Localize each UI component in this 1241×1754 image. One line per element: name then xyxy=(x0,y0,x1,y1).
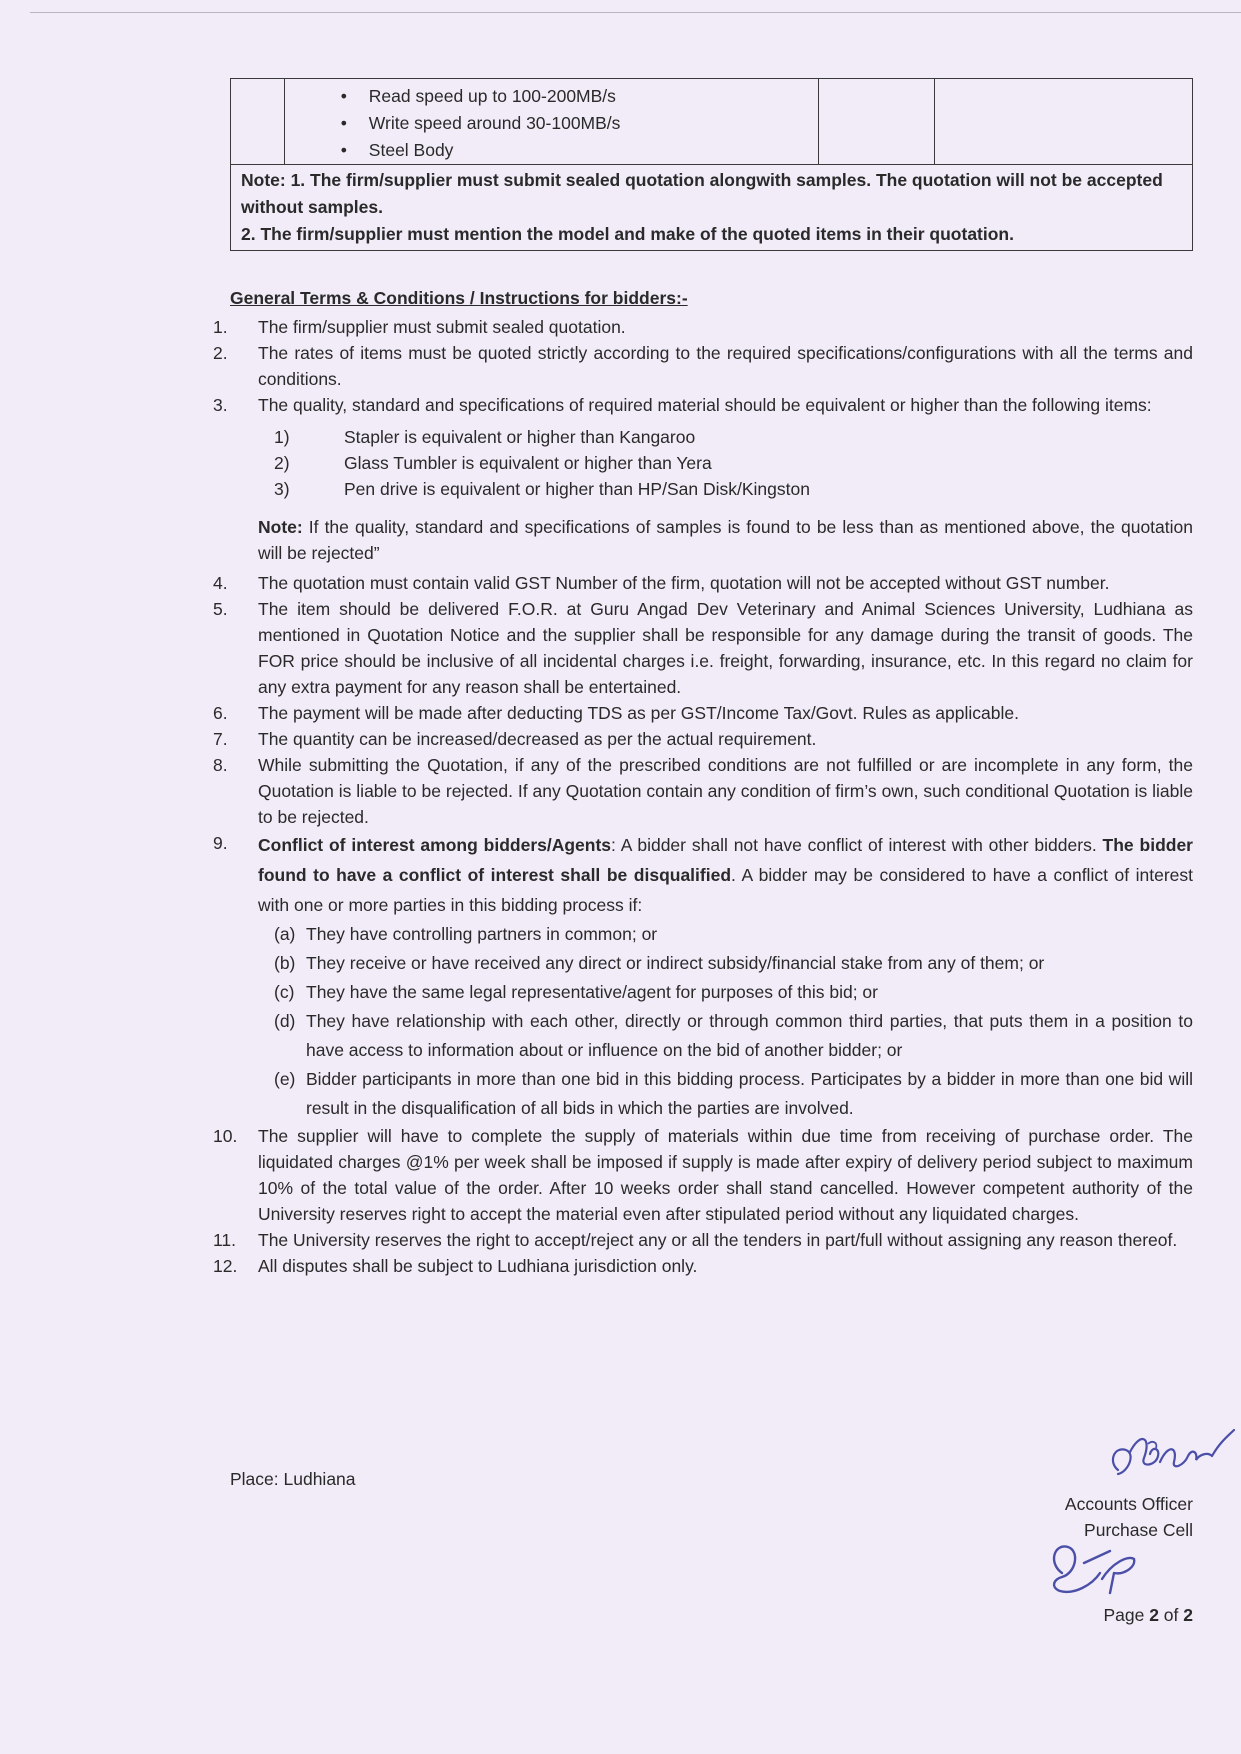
conflict-lead: Conflict of interest among bidders/Agents xyxy=(258,835,612,855)
specification-cell xyxy=(284,79,819,165)
term-text: The supplier will have to complete the supply of materials within due time from receiving of purchase order. The liquidated charges @1% per week shall be imposed if supply is made after expiry of delivery period subject to maximum 10% of the total value of the order. After 10 weeks order shall stand cancelled. However competent authority of the University reserves right to accept the material even after stipulated period without any liquidated charges. xyxy=(258,1126,1193,1224)
terms-heading-suffix: :- xyxy=(676,288,688,308)
terms-heading xyxy=(230,285,1193,311)
case-letter: (d) xyxy=(274,1011,296,1031)
page-total: 2 xyxy=(1183,1605,1193,1625)
term-text: The item should be delivered F.O.R. at Guru Angad Dev Veterinary and Animal Sciences University, Ludhiana as mentioned in Quotation Notice and the supplier shall be responsible for any damage during the transit of goods. The FOR price should be inclusive of all incidental charges i.e. freight, forwarding, insurance, etc. In this regard no claim for any extra payment for any reason shall be entertained. xyxy=(258,599,1193,697)
term-item xyxy=(208,752,1193,830)
items-sublist xyxy=(258,424,1193,502)
term-number: 8. xyxy=(213,755,228,775)
sr-no-cell xyxy=(231,79,285,165)
note-cell xyxy=(231,165,1193,251)
term-number: 2. xyxy=(213,343,228,363)
term-item xyxy=(208,570,1193,596)
case-text: They have the same legal representative/agent for purposes of this bid; or xyxy=(306,982,878,1002)
sublist-item xyxy=(258,450,1193,476)
sublist-number: 3) xyxy=(274,479,290,499)
initials-signature-image xyxy=(1040,1533,1140,1603)
term-item xyxy=(208,726,1193,752)
terms-list xyxy=(208,314,1193,1279)
specification-table xyxy=(230,78,1193,251)
term-number: 11. xyxy=(213,1230,237,1250)
conflict-case xyxy=(258,1065,1193,1123)
conflict-case xyxy=(258,920,1193,949)
term-text: The firm/supplier must submit sealed quotation. xyxy=(258,317,626,337)
term-text: The quantity can be increased/decreased as per the actual requirement. xyxy=(258,729,817,749)
officer-department: Purchase Cell xyxy=(1084,1520,1193,1540)
note-row xyxy=(231,165,1193,251)
term-number: 12. xyxy=(213,1256,238,1276)
page-current: 2 xyxy=(1149,1605,1159,1625)
page-number xyxy=(1103,1605,1193,1626)
term-item xyxy=(208,340,1193,392)
sublist-number: 2) xyxy=(274,453,290,473)
term-item xyxy=(208,1227,1193,1253)
term-number: 7. xyxy=(213,729,228,749)
term-item xyxy=(208,596,1193,700)
case-text: Bidder participants in more than one bid in this bidding process. Participates by a bidder in more than one bid will result in the disqualification of all bids in which the parties are involved. xyxy=(306,1069,1193,1118)
page-of: of xyxy=(1158,1605,1184,1625)
conflict-cases-list xyxy=(258,920,1193,1123)
sublist-number: 1) xyxy=(274,427,290,447)
conflict-case xyxy=(258,1007,1193,1065)
case-text: They have controlling partners in common; or xyxy=(306,924,658,944)
case-text: They have relationship with each other, directly or through common third parties, that puts them in a position to have access to information about or influence on the bid of another bidder; or xyxy=(306,1011,1193,1060)
spec-row xyxy=(231,79,1193,165)
spec-bullet: • Steel Body xyxy=(341,137,819,164)
term-body xyxy=(258,830,1193,1123)
note-line-1: Note: 1. The firm/supplier must submit sealed quotation alongwith samples. The quotation will not be accepted without samples. xyxy=(241,170,1163,217)
conflict-case xyxy=(258,978,1193,1007)
item3-note-label: Note: xyxy=(258,517,303,537)
spec-bullet: • Read speed up to 100-200MB/s xyxy=(341,83,819,110)
item3-note xyxy=(258,514,1193,566)
terms-heading-text: General Terms & Conditions / Instructions for bidders xyxy=(230,288,676,308)
term-item xyxy=(208,700,1193,726)
page-prefix: Page xyxy=(1103,1605,1150,1625)
term-number: 6. xyxy=(213,703,228,723)
term-number: 9. xyxy=(213,833,228,853)
conflict-text-a: : A bidder shall not have conflict of interest with other bidders. xyxy=(611,835,1103,855)
sublist-text: Pen drive is equivalent or higher than HP/San Disk/Kingston xyxy=(344,479,810,499)
term-item xyxy=(208,314,1193,340)
term-number: 1. xyxy=(213,317,228,337)
sublist-text: Stapler is equivalent or higher than Kangaroo xyxy=(344,427,696,447)
conflict-paragraph xyxy=(258,830,1193,920)
term-text: While submitting the Quotation, if any of the prescribed conditions are not fulfilled or are incomplete in any form, the Quotation is liable to be rejected. If any Quotation contain any condition of firm’s own, such conditional Quotation is liable to be rejected. xyxy=(258,755,1193,827)
term-text: The quotation must contain valid GST Number of the firm, quotation will not be accepted without GST number. xyxy=(258,573,1110,593)
conflict-text-b: . A bidder may be considered to have a conflict of interest with one or more parties in this bidding process if: xyxy=(258,865,1193,915)
term-number: 10. xyxy=(213,1126,238,1146)
conflict-case xyxy=(258,949,1193,978)
item3-note-text: If the quality, standard and specifications of samples is found to be less than as mentioned above, the quotation will be rejected” xyxy=(258,517,1193,563)
case-text: They receive or have received any direct or indirect subsidy/financial stake from any of them; or xyxy=(306,953,1045,973)
remarks-cell xyxy=(934,79,1192,165)
conflict-bold-mid: The bidder found to have a conflict of interest shall be disqualified xyxy=(258,835,1193,885)
term-number: 5. xyxy=(213,599,228,619)
term-item xyxy=(208,1253,1193,1279)
term-number: 3. xyxy=(213,395,228,415)
term-item xyxy=(208,392,1193,570)
term-number: 4. xyxy=(213,573,228,593)
term-text: The rates of items must be quoted strictly according to the required specifications/configurations with all the terms and conditions. xyxy=(258,343,1193,389)
document-page xyxy=(213,78,1193,1279)
sublist-item xyxy=(258,476,1193,502)
case-letter: (c) xyxy=(274,982,295,1002)
sublist-text: Glass Tumbler is equivalent or higher than Yera xyxy=(344,453,712,473)
spec-bullet-list xyxy=(285,79,819,164)
signature-image xyxy=(1100,1422,1240,1492)
spec-bullet: • Write speed around 30-100MB/s xyxy=(341,110,819,137)
term-text: The quality, standard and specifications of required material should be equivalent or higher than the following items: xyxy=(258,395,1152,415)
sublist-item xyxy=(258,424,1193,450)
term-body xyxy=(258,392,1193,570)
officer-title: Accounts Officer xyxy=(1064,1494,1193,1514)
term-text: The University reserves the right to accept/reject any or all the tenders in part/full without assigning any reason thereof. xyxy=(258,1230,1178,1250)
term-text: All disputes shall be subject to Ludhiana jurisdiction only. xyxy=(258,1256,698,1276)
term-text: The payment will be made after deducting TDS as per GST/Income Tax/Govt. Rules as applicable. xyxy=(258,703,1019,723)
term-item xyxy=(208,1123,1193,1227)
top-scan-edge xyxy=(30,12,1241,13)
term-item xyxy=(208,830,1193,1123)
note-line-2: 2. The firm/supplier must mention the model and make of the quoted items in their quotation. xyxy=(241,224,1014,244)
quantity-cell xyxy=(819,79,935,165)
place-label: Place: Ludhiana xyxy=(230,1469,356,1489)
case-letter: (b) xyxy=(274,953,296,973)
case-letter: (e) xyxy=(274,1069,296,1089)
case-letter: (a) xyxy=(274,924,296,944)
